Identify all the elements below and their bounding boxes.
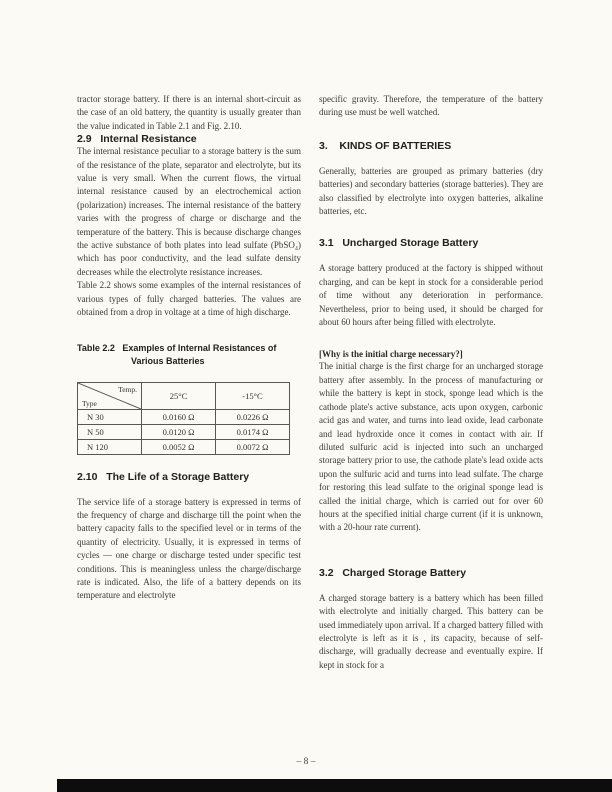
- cell-n120-minus15c: 0.0072 Ω: [216, 439, 290, 454]
- heading-3-1-uncharged-storage-battery: 3.1 Uncharged Storage Battery: [319, 237, 479, 250]
- heading-3-2-charged-storage-battery: 3.2 Charged Storage Battery: [319, 566, 467, 579]
- paragraph-service-life: The service life of a storage battery is expressed in terms of the frequency of charge and discharge till the point when the battery capacity falls to the specified level or in terms of the quantity of electricity. Usually, it is expressed in terms of cycles — one charge or discharge tested under specific test conditions. This is meaningless unless the charge/discharge rate is indicated. Also, the life of a battery depends on its temperature and electrolyte: [77, 496, 301, 601]
- corner-label-temp: Temp.: [118, 384, 137, 394]
- cell-n30-minus15c: 0.0226 Ω: [216, 409, 290, 424]
- cell-type-n50: N 50: [78, 424, 142, 439]
- paragraph-initial-charge-explanation: The initial charge is the first charge for an uncharged storage battery after assembly. In the process of manufacturing or while the battery is kept in stock, sponge lead which is the cathode plate's active substance, acts upon oxygen, carbonic acid gas and water, and turns into lead oxide, lead carbonate and lead hydroxide once it comes in contact with air. If diluted sulfuric acid is injected into such an uncharged storage battery prior to use, the cathode plate's lead oxide acts upon the sulfuric acid and turns into lead sulfate. The charge for restoring this lead sulfate to the original sponge lead is called the initial charge, which is carried out for over 60 hours at the specified initial charge current (if it is unknown, with a 20-hour rate current).: [319, 361, 543, 533]
- heading-2-9-internal-resistance: 2.9 Internal Resistance: [77, 133, 197, 146]
- paragraph-internal-resistance: The internal resistance peculiar to a storage battery is the sum of the resistance of the plate, separator and electrolyte, but its value is very small. When the current flows, the virtual internal resistance caused by an electrochemical action (polarization) increases. The internal resistance of the battery varies with the progress of charge or discharge and the temperature of the battery. This is because discharge changes the active substance of both plates into lead sulfate (PbSO₄) which has poor conductivity, and the lead sulfate density decreases while the electrolyte resistance increases.: [77, 146, 301, 277]
- paragraph-charged-battery: A charged storage battery is a battery which has been filled with electrolyte and initially charged. This battery can be used immediately upon arrival. If a charged battery filled with electrolyte is left as it is , its capacity, because of self-discharge, will gradually decrease and eventually expire. If kept in stock for a: [319, 592, 543, 670]
- heading-2-10-life-of-storage-battery: 2.10 The Life of a Storage Battery: [77, 470, 250, 483]
- table-row: [78, 409, 290, 424]
- cell-n50-minus15c: 0.0174 Ω: [216, 424, 290, 439]
- heading-3-kinds-of-batteries: 3. KINDS OF BATTERIES: [319, 139, 452, 152]
- column-header-minus15c: -15°C: [216, 382, 290, 409]
- paragraph-specific-gravity-continuation: specific gravity. Therefore, the temperature of the battery during use must be well watched.: [319, 94, 543, 118]
- left-column: [77, 93, 301, 603]
- cell-n120-25c: 0.0052 Ω: [142, 439, 216, 454]
- table-row: [78, 424, 290, 439]
- table-header-row: [78, 382, 290, 409]
- paragraph-table-2-2-reference: Table 2.2 shows some examples of the internal resistances of various types of fully charged batteries. The values are obtained from a drop in voltage at a time of high discharge.: [77, 280, 301, 318]
- subheading-why-initial-charge: [Why is the initial charge necessary?]: [319, 349, 463, 360]
- paragraph-uncharged-battery: A storage battery produced at the factory is shipped without charging, and can be kept in stock for a considerable period of time without any deterioration in performance. Nevertheless, prior to being used, it should be charged for about 60 hours after being filled with electrolyte.: [319, 263, 543, 328]
- paragraph-intro-continuation: tractor storage battery. If there is an internal short-circuit as the case of an old battery, the quantity is usually greater than the value indicated in Table 2.1 and Fig. 2.10.: [77, 94, 301, 131]
- cell-type-n120: N 120: [78, 439, 142, 454]
- scan-edge-artifact: [57, 779, 612, 792]
- table-corner-cell: [78, 382, 142, 409]
- table-caption-line2: Various Batteries: [131, 355, 205, 366]
- right-column: [319, 93, 543, 672]
- internal-resistance-table: [77, 382, 290, 455]
- cell-n30-25c: 0.0160 Ω: [142, 409, 216, 424]
- corner-label-type: Type: [82, 398, 97, 408]
- page-number: – 8 –: [296, 757, 316, 767]
- cell-type-n30: N 30: [78, 409, 142, 424]
- table-caption-line1: Table 2.2 Examples of Internal Resistances of: [77, 342, 277, 353]
- cell-n50-25c: 0.0120 Ω: [142, 424, 216, 439]
- table-row: [78, 439, 290, 454]
- column-header-25c: 25°C: [142, 382, 216, 409]
- paragraph-battery-groups: Generally, batteries are grouped as primary batteries (dry batteries) and secondary batteries (storage batteries). They are also classified by electrolyte into oxygen batteries, alkaline batteries, etc.: [319, 165, 543, 217]
